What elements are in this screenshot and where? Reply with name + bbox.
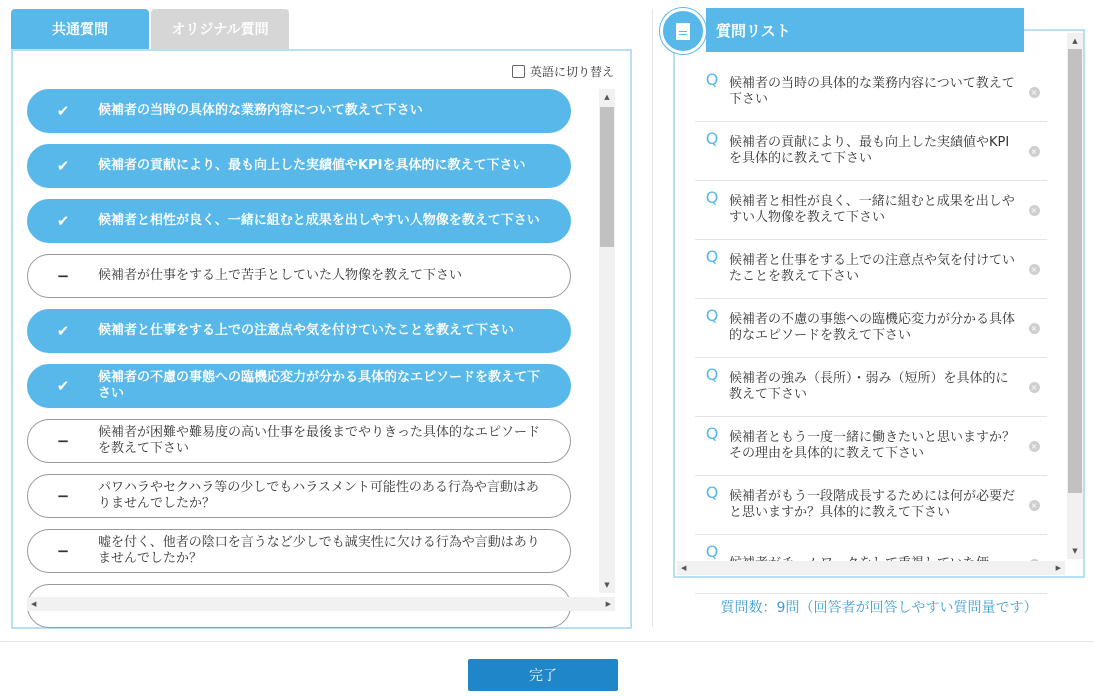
list-item xyxy=(695,122,1047,181)
list-item xyxy=(695,63,1047,122)
question-q-icon: Q xyxy=(705,188,719,207)
list-item-text: 候補者の当時の具体的な業務内容について教えて下さい xyxy=(729,76,1015,107)
list-item-text: 候補者の強み（長所）・弱み（短所）を具体的に教えて下さい xyxy=(729,371,1009,402)
close-icon: × xyxy=(1029,205,1040,216)
question-scroll-area xyxy=(27,89,617,619)
remove-question-button[interactable] xyxy=(1021,500,1047,511)
minus-icon: − xyxy=(56,487,70,505)
check-icon: ✔ xyxy=(56,157,70,175)
question-item[interactable] xyxy=(27,419,571,463)
minus-icon: − xyxy=(56,542,70,560)
question-list-title: 質問リスト xyxy=(716,21,791,40)
list-scroll-right-arrow-icon[interactable]: ▶ xyxy=(1055,564,1061,572)
question-item[interactable] xyxy=(27,144,571,188)
question-q-icon: Q xyxy=(705,247,719,266)
question-horizontal-scrollbar[interactable] xyxy=(27,597,615,611)
list-item-text: 候補者ともう一度一緒に働きたいと思いますか？その理由を具体的に教えて下さい xyxy=(729,430,1016,461)
question-text: 候補者と仕事をする上での注意点や気を付けていたことを教えて下さい xyxy=(98,323,515,338)
question-text: 候補者の貢献により、最も向上した実績値やKPIを具体的に教えて下さい xyxy=(98,158,526,173)
question-item[interactable] xyxy=(27,364,571,408)
minus-icon: − xyxy=(56,432,70,450)
minus-icon: − xyxy=(56,267,70,285)
remove-question-button[interactable] xyxy=(1021,382,1047,393)
question-q-icon: Q xyxy=(705,483,719,502)
question-q-icon: Q xyxy=(705,542,719,561)
close-icon: × xyxy=(1029,146,1040,157)
remove-question-button[interactable] xyxy=(1021,441,1047,452)
list-item xyxy=(695,299,1047,358)
question-q-icon: Q xyxy=(705,365,719,384)
question-count: 質問数：9問（回答者が回答しやすい質問量です） xyxy=(720,600,1038,616)
question-list-panel xyxy=(673,29,1085,578)
question-vertical-scrollbar[interactable] xyxy=(599,89,615,593)
list-vertical-scrollbar[interactable] xyxy=(1067,33,1083,559)
list-item-text: 候補者と相性が良く、一緒に組むと成果を出しやすい人物像を教えて下さい xyxy=(729,194,1015,225)
list-item-text: 候補者がもう一段階成長するためには何が必要だと思いますか？具体的に教えて下さい xyxy=(729,489,1016,520)
close-icon: × xyxy=(1029,441,1040,452)
common-questions-panel xyxy=(11,49,632,629)
list-scroll-left-arrow-icon[interactable]: ◀ xyxy=(681,564,687,572)
question-text: パワハラやセクハラ等の少しでもハラスメント可能性のある行為や言動はありませんでしたか？ xyxy=(98,480,539,511)
english-switch-checkbox[interactable] xyxy=(512,65,525,78)
scroll-right-arrow-icon[interactable]: ▶ xyxy=(605,600,611,608)
question-text: 嘘を付く、他者の陰口を言うなど少しでも誠実性に欠ける行為や言動はありませんでしたか？ xyxy=(98,535,540,566)
question-item[interactable] xyxy=(27,199,571,243)
close-icon: × xyxy=(1029,264,1040,275)
scroll-left-arrow-icon[interactable]: ◀ xyxy=(31,600,37,608)
footer-divider xyxy=(0,641,1094,642)
list-scroll-down-arrow-icon[interactable]: ▼ xyxy=(1072,547,1078,555)
check-icon: ✔ xyxy=(56,322,70,340)
list-item-text: 候補者の不慮の事態への臨機応変力が分かる具体的なエピソードを教えて下さい xyxy=(729,312,1016,343)
question-text: 候補者と相性が良く、一緒に組むと成果を出しやすい人物像を教えて下さい xyxy=(98,213,540,228)
list-scrollbar-thumb[interactable] xyxy=(1068,49,1082,493)
tab-original-questions[interactable]: オリジナル質問 xyxy=(151,9,289,49)
question-text: 候補者が仕事をする上で苦手としていた人物像を教えて下さい xyxy=(98,268,463,283)
remove-question-button[interactable] xyxy=(1021,87,1047,98)
scroll-down-arrow-icon[interactable]: ▼ xyxy=(604,581,610,589)
panel-divider xyxy=(652,9,653,627)
list-item-text: 候補者と仕事をする上での注意点や気を付けていたことを教えて下さい xyxy=(729,253,1016,284)
check-icon: ✔ xyxy=(56,377,70,395)
list-item xyxy=(695,181,1047,240)
done-button[interactable]: 完了 xyxy=(468,659,618,691)
question-text: 候補者の当時の具体的な業務内容について教えて下さい xyxy=(98,103,423,118)
close-icon: × xyxy=(1029,323,1040,334)
remove-question-button[interactable] xyxy=(1021,146,1047,157)
english-switch[interactable] xyxy=(512,63,614,80)
scroll-up-arrow-icon[interactable]: ▲ xyxy=(604,93,610,101)
list-item-text: 候補者の貢献により、最も向上した実績値やKPIを具体的に教えて下さい xyxy=(729,135,1010,166)
question-q-icon: Q xyxy=(705,129,719,148)
question-item[interactable] xyxy=(27,474,571,518)
remove-question-button[interactable] xyxy=(1021,323,1047,334)
question-list-header xyxy=(706,8,1024,52)
tab-common-questions[interactable]: 共通質問 xyxy=(11,9,149,49)
question-item[interactable] xyxy=(27,529,571,573)
document-icon xyxy=(660,8,706,54)
question-item[interactable] xyxy=(27,254,571,298)
question-text: 候補者の不慮の事態への臨機応変力が分かる具体的なエピソードを教えて下さい xyxy=(98,370,541,401)
check-icon: ✔ xyxy=(56,212,70,230)
list-item xyxy=(695,417,1047,476)
question-q-icon: Q xyxy=(705,70,719,89)
close-icon: × xyxy=(1029,382,1040,393)
close-icon: × xyxy=(1029,500,1040,511)
question-q-icon: Q xyxy=(705,424,719,443)
question-q-icon: Q xyxy=(705,306,719,325)
list-scroll-up-arrow-icon[interactable]: ▲ xyxy=(1072,37,1078,45)
list-horizontal-scrollbar[interactable] xyxy=(677,561,1065,575)
english-switch-label: 英語に切り替え xyxy=(529,65,614,79)
list-item xyxy=(695,476,1047,535)
question-item[interactable] xyxy=(27,89,571,133)
list-item xyxy=(695,358,1047,417)
remove-question-button[interactable] xyxy=(1021,205,1047,216)
close-icon: × xyxy=(1029,87,1040,98)
check-icon: ✔ xyxy=(56,102,70,120)
scrollbar-thumb[interactable] xyxy=(600,107,614,247)
list-item xyxy=(695,240,1047,299)
question-item[interactable] xyxy=(27,309,571,353)
question-text: 候補者が困難や難易度の高い仕事を最後までやりきった具体的なエピソードを教えて下さい xyxy=(98,425,541,456)
selected-question-list xyxy=(695,63,1047,561)
remove-question-button[interactable] xyxy=(1021,264,1047,275)
